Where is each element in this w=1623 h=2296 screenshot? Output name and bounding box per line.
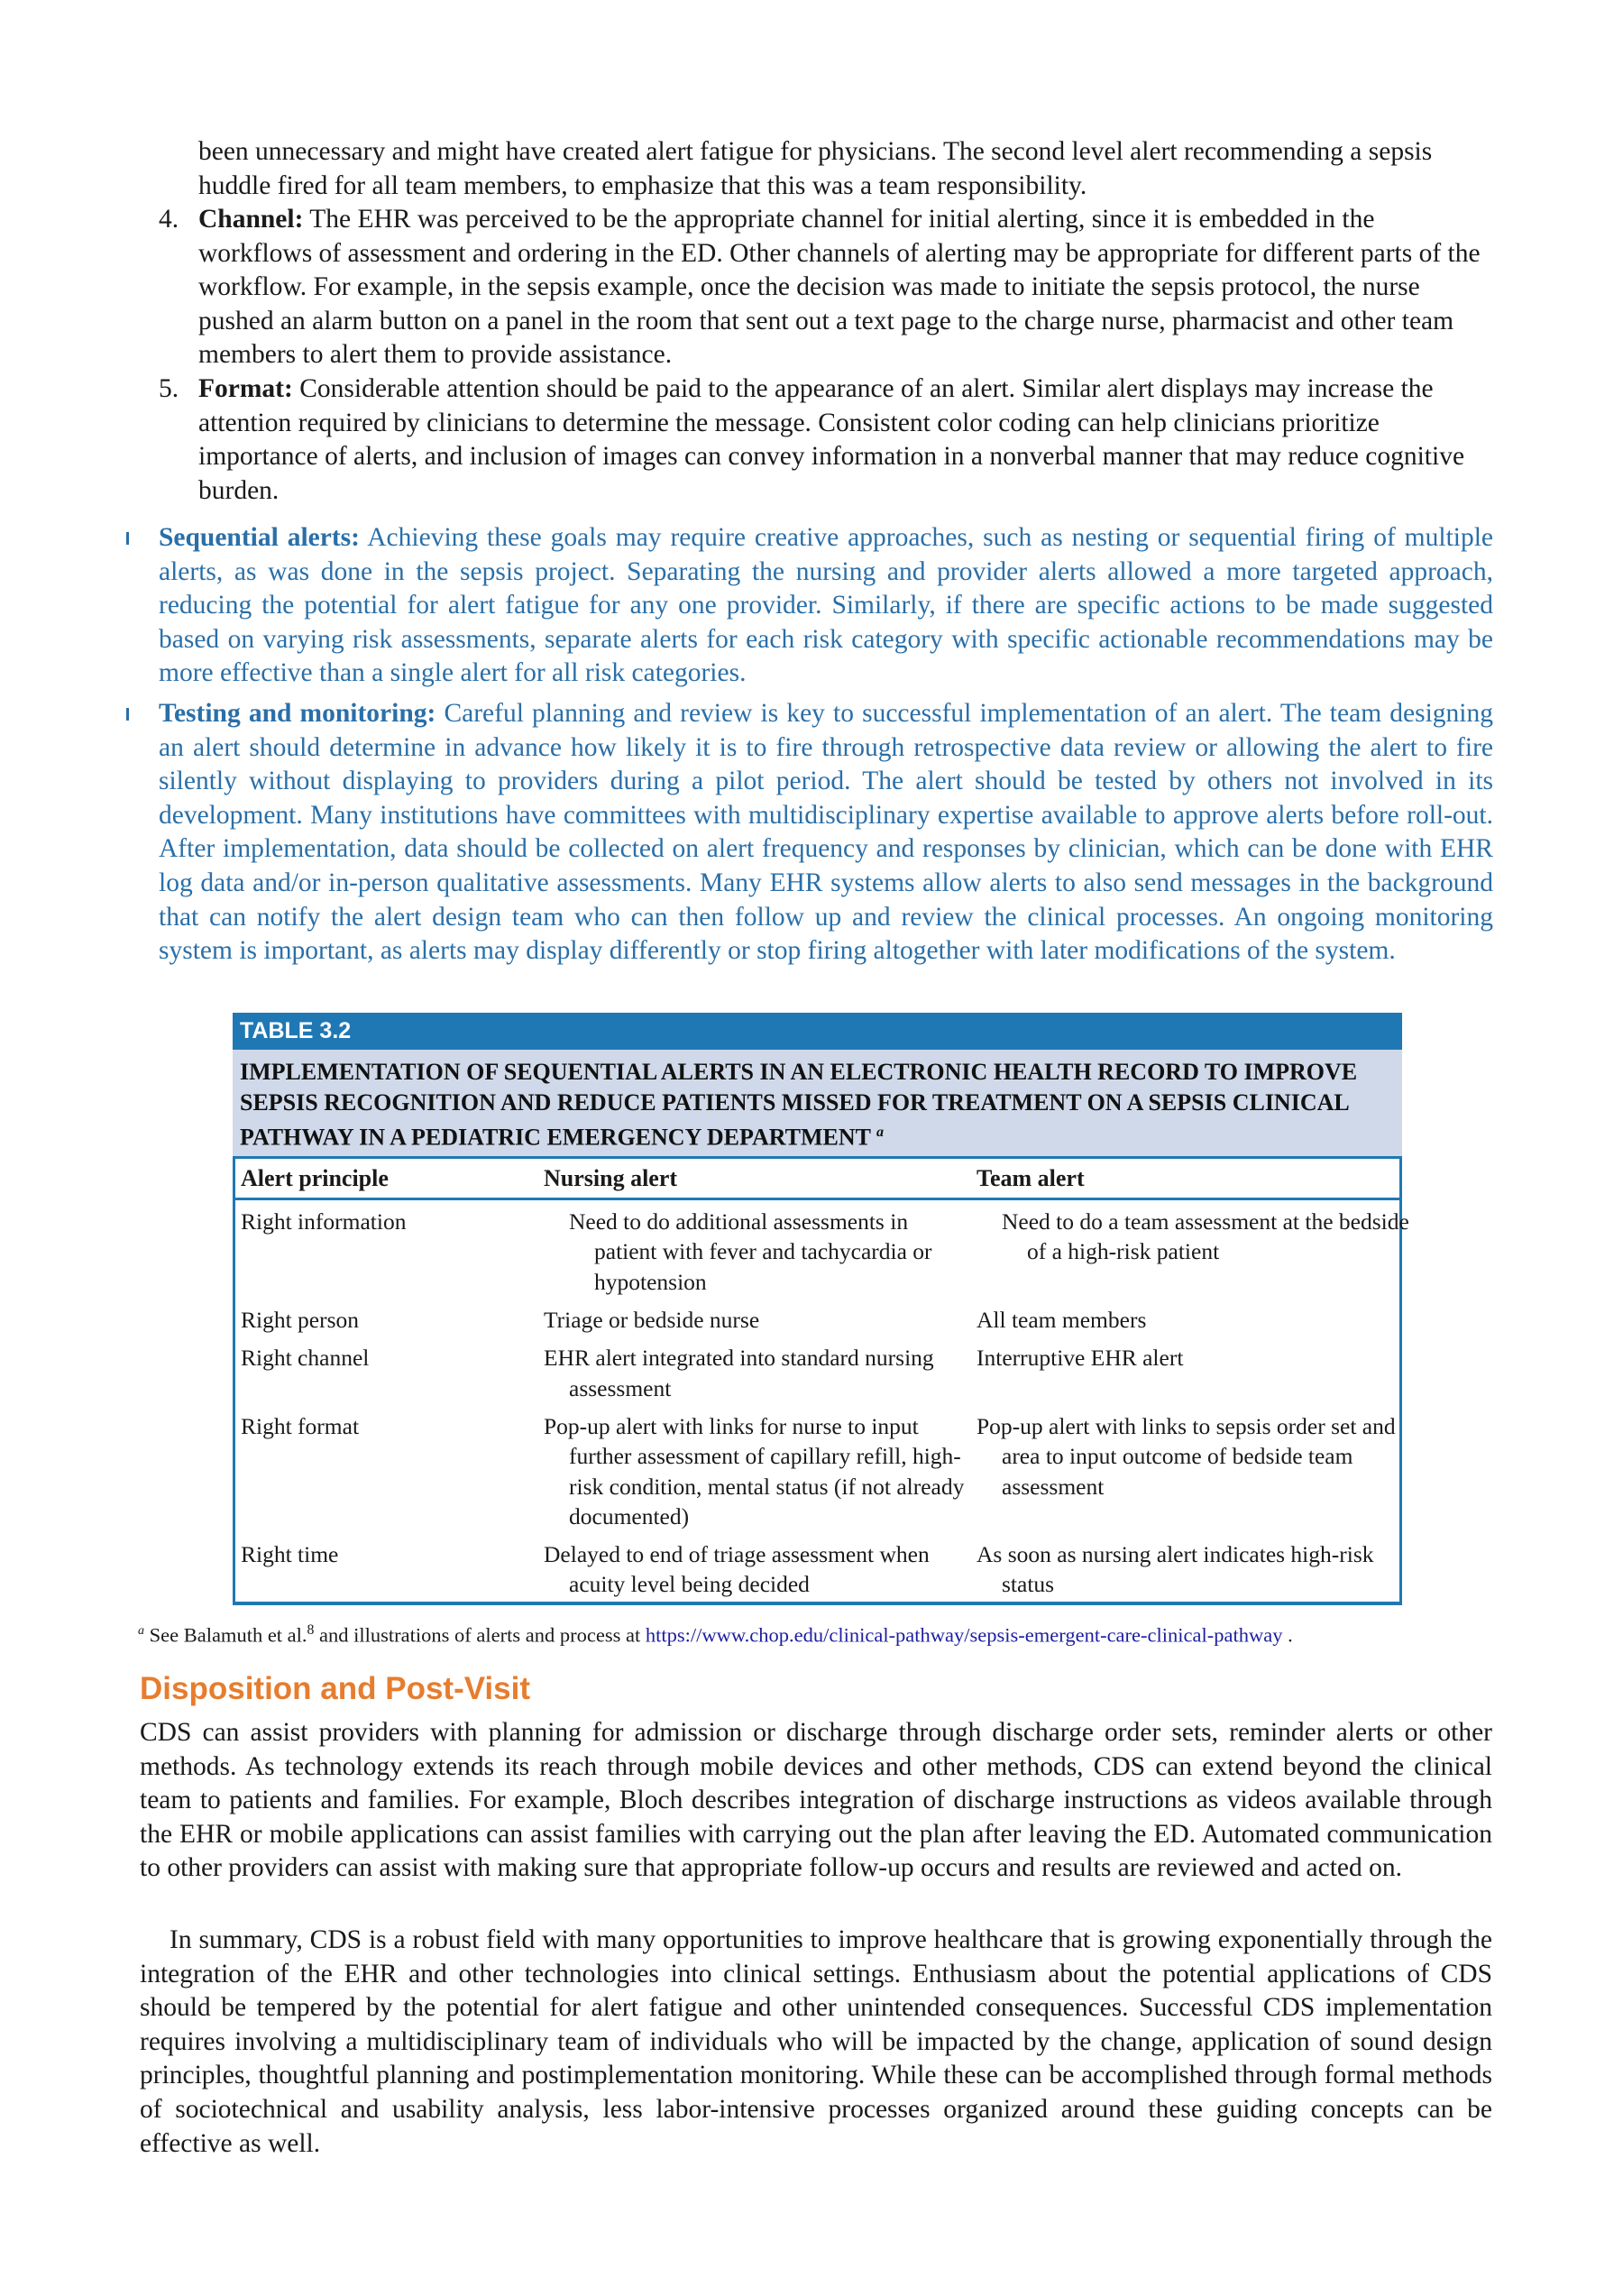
table-cell [544,1305,977,1335]
table-cell: Right channel [241,1345,370,1372]
table-header-row [235,1159,1399,1200]
table-row [235,1300,1399,1338]
table-row [235,1535,1399,1602]
section-heading: Disposition and Post-Visit [140,1671,531,1706]
table-body [233,1159,1409,1605]
cell-text: As soon as nursing alert indicates high-risk status [977,1541,1374,1598]
cell-text: Pop-up alert with links for nurse to input further assessment of capillary refill, high-risk condition, mental status (if not already documented) [544,1412,965,1529]
bullet-term: Testing and monitoring: [159,699,436,728]
table-cell [1002,1207,1426,1297]
list-item-format [159,372,1493,508]
cell-text: Need to do additional assessments in patient with fever and tachycardia or hypotension [569,1208,932,1295]
list-item-continuation: been unnecessary and might have created alert fatigue for physicians. The second level alert recommending a sepsis huddle fired for all team members, to emphasize that this was a team responsibility. [198,137,1433,200]
column-header-alert-principle: Alert principle [241,1164,389,1191]
list-number: 4. [159,205,179,234]
table-title-text: IMPLEMENTATION OF SEQUENTIAL ALERTS IN AN ELECTRONIC HEALTH RECORD TO IMPROVE SEPSIS RECOGNITION AND REDUCE PATIENTS MISSED FOR TREATMENT ON A SEPSIS CLINICAL PATHWAY IN A PEDIATRIC EMERGENCY DEPARTMENT [240,1059,1358,1151]
table-cell: Right information [241,1208,407,1235]
table-label: TABLE 3.2 [233,1013,1402,1050]
table-cell [544,1411,977,1531]
cell-text: Triage or bedside nurse [544,1307,760,1334]
bullet-marker-icon [126,708,129,721]
table-cell: Right time [241,1541,339,1568]
bullet-text: Careful planning and review is key to successful implementation of an alert. The team designing an alert should determine in advance how likely it is to fire through retrospective data review or allowing the alert to fire silently without displaying to providers during a pilot period. The alert should be tested by others not involved in its development. Many institutions have committees with multidisciplinary expertise available to approve alerts before roll-out. After implementation, data should be collected on alert frequency and responses by clinician, which can be done with EHR log data and/or in-person qualitative assessments. Many EHR systems allow alerts to also send messages in the background that can notify the alert design team who can then follow up and review the clinical processes. An ongoing monitoring system is important, as alerts may display differently or stop firing altogether with later modifications of the system. [159,699,1493,966]
list-text: Considerable attention should be paid to the appearance of an alert. Similar alert displays may increase the attention required by clinicians to determine the message. Consistent color coding can help clinicians prioritize importance of alerts, and inclusion of images can convey information in a nonverbal manner that may reduce cognitive burden. [198,374,1465,505]
citation-ref[interactable]: 8 [307,1622,315,1638]
cell-text: EHR alert integrated into standard nursing assessment [544,1345,934,1401]
table-cell [544,1207,1002,1297]
footnote-text: See Balamuth et al. [143,1623,307,1647]
cell-text: All team members [977,1307,1147,1334]
table-cell [977,1343,1400,1403]
table-cell [544,1343,977,1403]
footnote-text: and illustrations of alerts and process at [314,1623,646,1647]
table-cell [977,1411,1400,1531]
table-cell [977,1305,1400,1335]
paragraph-disposition: CDS can assist providers with planning for admission or discharge through discharge order sets, reminder alerts or other methods. As technology extends its reach through mobile devices and other methods, CDS can extend beyond the clinical team to patients and families. For example, Bloch describes integration of discharge instructions as videos available through the EHR or mobile applications can assist families with carrying out the plan after leaving the ED. Automated communication to other providers can assist with making sure that appropriate follow-up occurs and results are reviewed and acted on. [140,1718,1492,1883]
bullet-text: Achieving these goals may require creative approaches, such as nesting or sequential firing of multiple alerts, as was done in the sepsis project. Separating the nursing and provider alerts allowed a more targeted approach, reducing the potential for alert fatigue for any one provider. Similarly, if there are specific actions to be made suggested based on varying risk assessments, separate alerts for each risk category with specific actionable recommendations may be more effective than a single alert for all risk categories. [159,523,1494,688]
table-3-2 [233,1013,1409,1605]
bullet-testing-monitoring [159,697,1493,969]
list-term: Format: [198,374,293,403]
cell-text: Pop-up alert with links to sepsis order set and area to input outcome of bedside team assessment [977,1412,1396,1500]
bullet-sequential-alerts [159,521,1493,691]
table-row [235,1338,1399,1407]
table-title-note: a [876,1125,885,1140]
table-cell [544,1539,977,1600]
table-title [233,1050,1402,1159]
column-header-team-alert: Team alert [977,1164,1085,1191]
table-cell: Right person [241,1307,360,1334]
cell-text: Interruptive EHR alert [977,1345,1184,1372]
bullet-term: Sequential alerts: [159,523,360,552]
table-cell [977,1539,1400,1600]
column-header-nursing-alert: Nursing alert [544,1164,678,1191]
list-text: The EHR was perceived to be the appropriate channel for initial alerting, since it is embedded in the workflows of assessment and ordering in the ED. Other channels of alerting may be appropriate for different parts of the workflow. For example, in the sepsis example, once the decision was made to initiate the sepsis protocol, the nurse pushed an alarm button on a panel in the room that sent out a text page to the charge nurse, pharmacist and other team members to alert them to provide assistance. [198,205,1481,370]
table-row [235,1200,1409,1300]
table-footnote [138,1617,1293,1649]
footnote-marker: a [138,1624,144,1638]
footnote-text: . [1282,1623,1293,1647]
table-cell: Right format [241,1412,360,1439]
table-row [235,1407,1399,1535]
bullet-marker-icon [126,532,129,545]
list-number: 5. [159,374,179,403]
paragraph-summary: In summary, CDS is a robust field with many opportunities to improve healthcare that is growing exponentially through the integration of the EHR and other technologies into clinical settings. Enthusiasm about the potential applications of CDS should be tempered by the potential for alert fatigue and other unintended consequences. Successful CDS implementation requires involving a multidisciplinary team of individuals who will be impacted by the change, application of sound design principles, thoughtful planning and postimplementation monitoring. While these can be accomplished through formal methods of sociotechnical and usability analysis, less labor-intensive processes organized around these guiding concepts can be effective as well. [140,1925,1492,2158]
list-item-channel [159,203,1493,372]
pathway-link[interactable]: https://www.chop.edu/clinical-pathway/sepsis-emergent-care-clinical-pathway [645,1623,1283,1647]
list-term: Channel: [198,205,304,234]
cell-text: Delayed to end of triage assessment when acuity level being decided [544,1541,930,1598]
cell-text: Need to do a team assessment at the bedside of a high-risk patient [1002,1208,1409,1265]
